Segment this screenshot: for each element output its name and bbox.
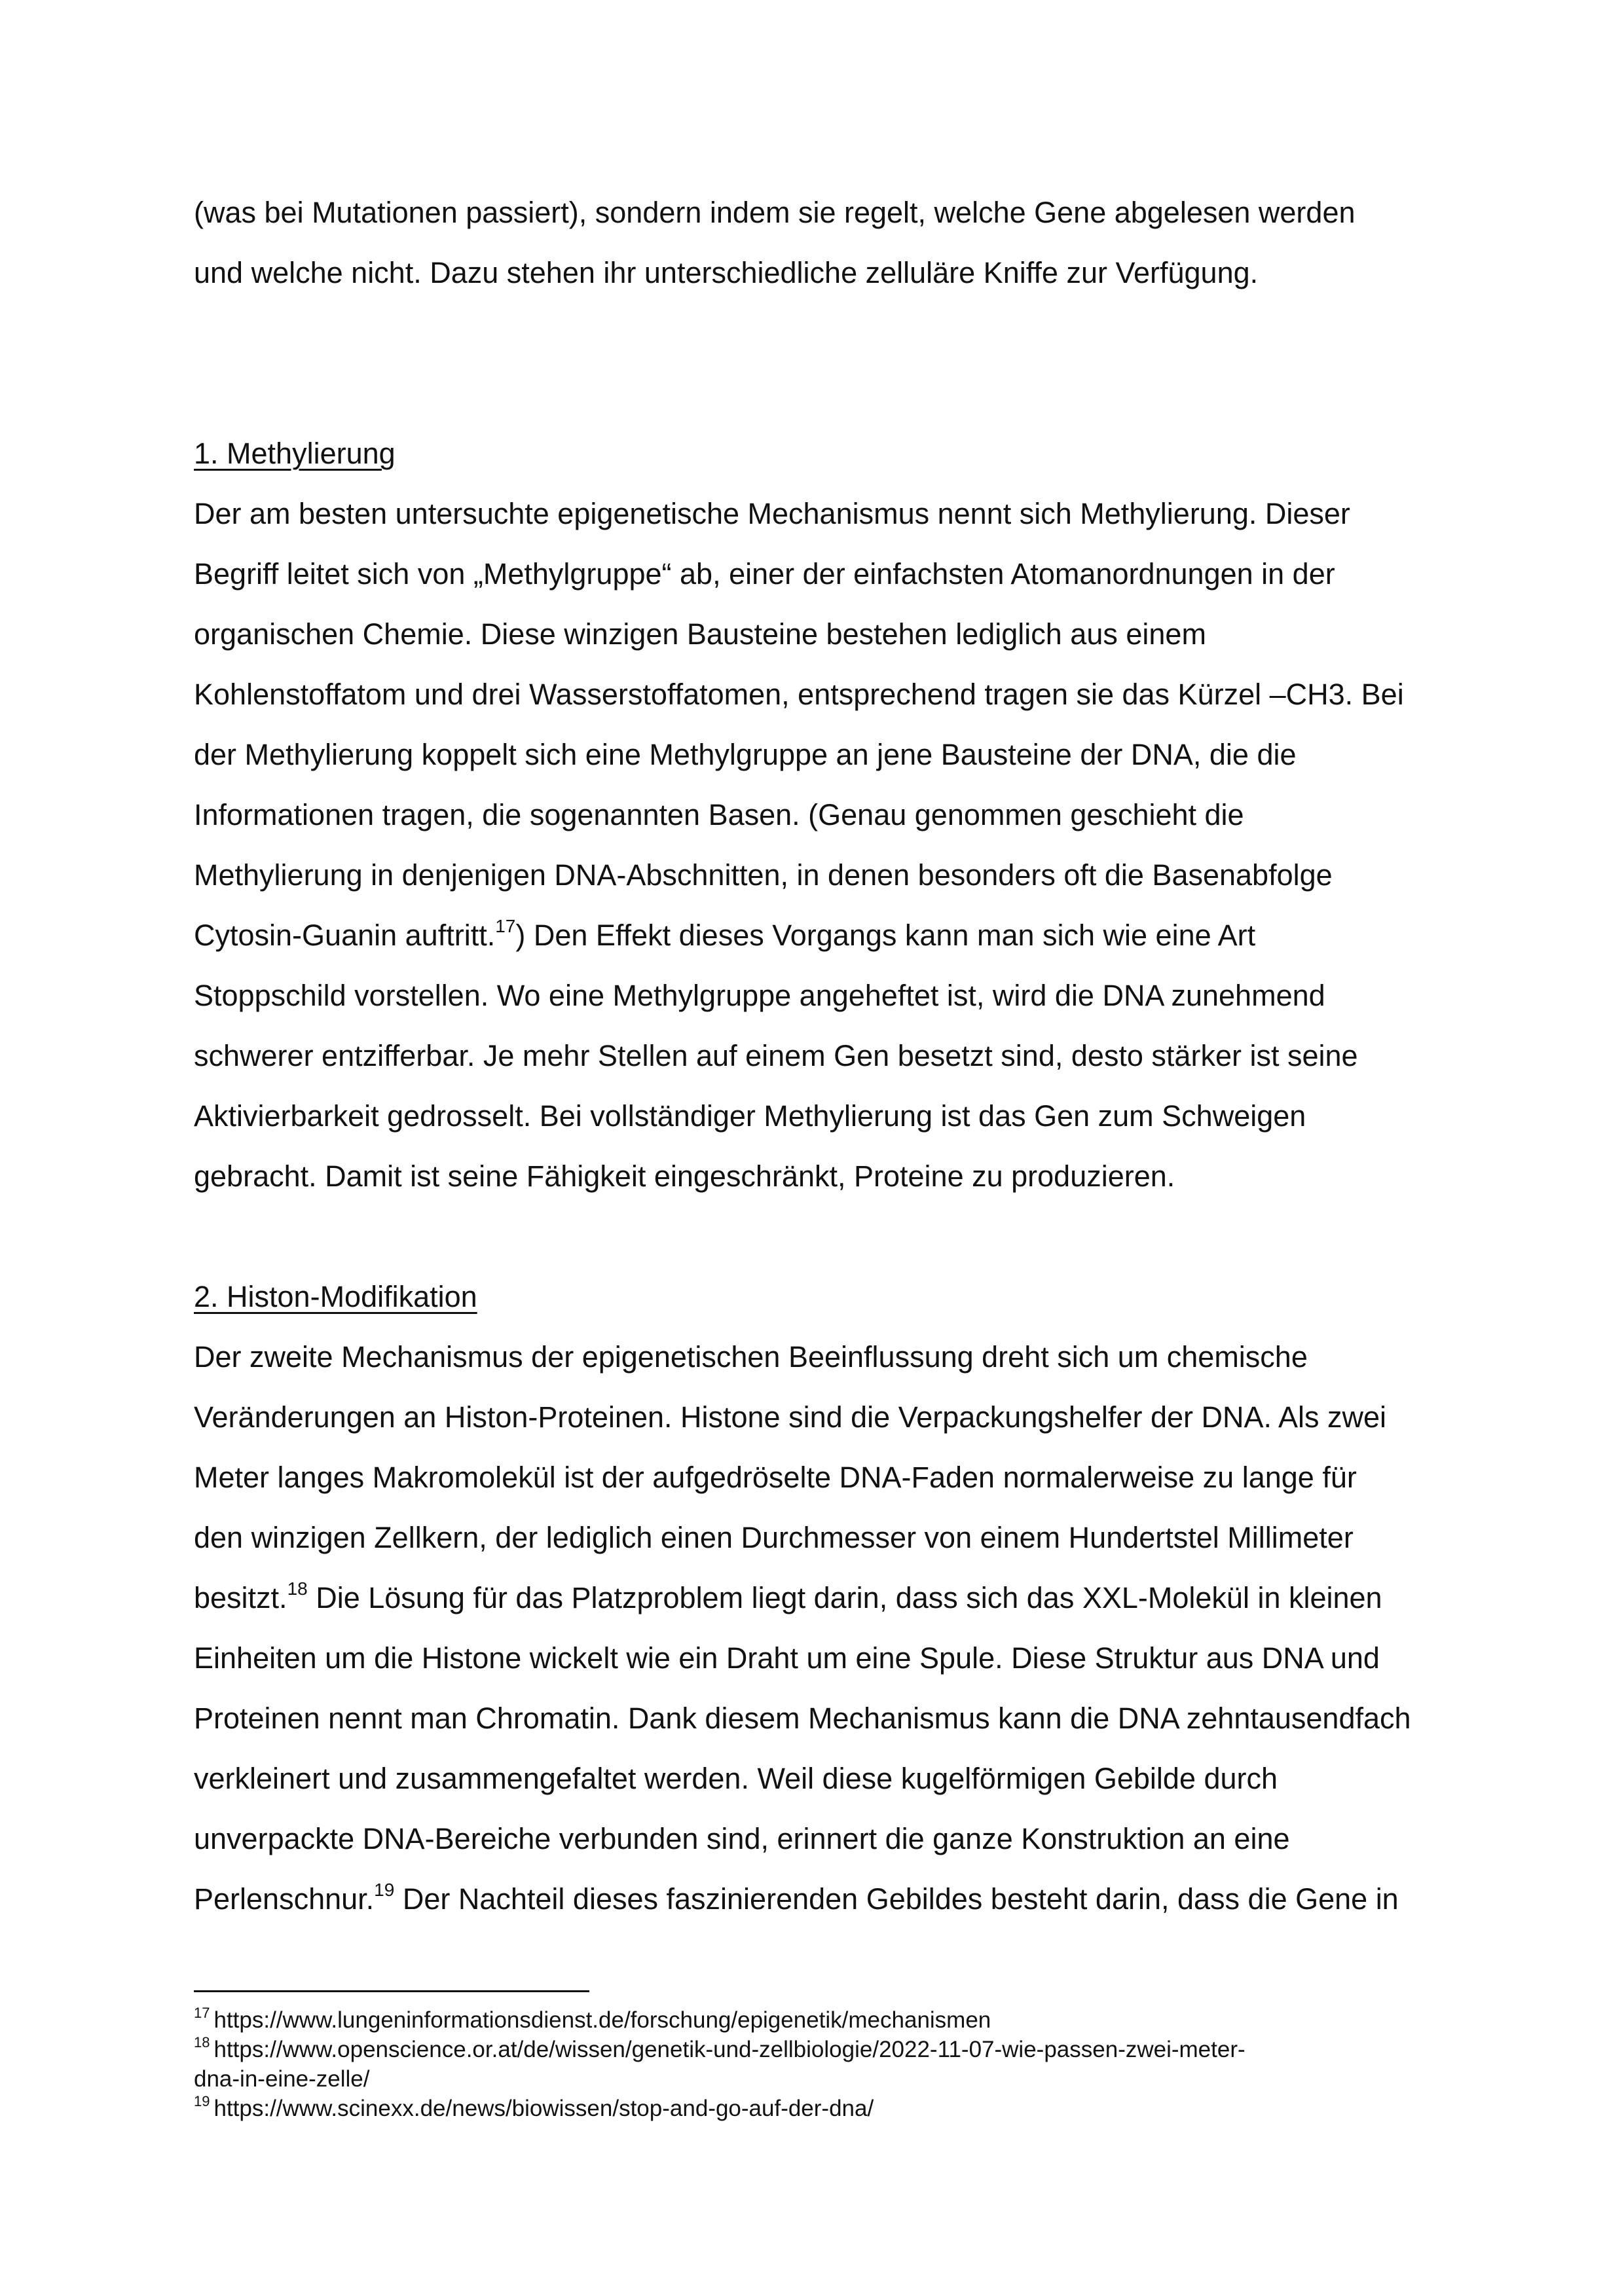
text-line: verkleinert und zusammengefaltet werden. Weil diese kugelförmigen Gebilde durch <box>194 1762 1278 1795</box>
text-line: Kohlenstoffatom und drei Wasserstoffatomen, entsprechend tragen sie das Kürzel –CH3. Bei <box>194 678 1404 711</box>
text-line: gebracht. Damit ist seine Fähigkeit eingeschränkt, Proteine zu produzieren. <box>194 1159 1175 1193</box>
text-line: Der zweite Mechanismus der epigenetischen Beeinflussung dreht sich um chemische <box>194 1340 1308 1374</box>
text-fragment: besitzt. <box>194 1581 287 1614</box>
footnote-link[interactable]: https://www.lungeninformationsdienst.de/forschung/epigenetik/mechanismen <box>213 2007 991 2033</box>
histon-paragraph <box>194 1327 1477 1929</box>
footnote-link[interactable]: https://www.scinexx.de/news/biowissen/stop-and-go-auf-der-dna/ <box>213 2096 874 2121</box>
text-line: und welche nicht. Dazu stehen ihr unterschiedliche zelluläre Kniffe zur Verfügung. <box>194 256 1259 289</box>
text-line: Proteinen nennt man Chromatin. Dank diesem Mechanismus kann die DNA zehntausendfach <box>194 1702 1411 1735</box>
footnote-18-continued <box>194 2064 1477 2094</box>
text-line: Informationen tragen, die sogenannten Basen. (Genau genommen geschieht die <box>194 798 1244 831</box>
footnote-link[interactable]: dna-in-eine-zelle/ <box>194 2066 370 2092</box>
text-line: den winzigen Zellkern, der lediglich einen Durchmesser von einem Hundertstel Millimeter <box>194 1521 1354 1554</box>
text-line: Einheiten um die Histone wickelt wie ein Draht um eine Spule. Diese Struktur aus DNA und <box>194 1641 1380 1675</box>
text-line: schwerer entzifferbar. Je mehr Stellen auf einem Gen besetzt sind, desto stärker ist seine <box>194 1039 1358 1072</box>
footnote-19 <box>194 2094 1477 2123</box>
section-heading-histon-modifikation: 2. Histon-Modifikation <box>194 1280 477 1313</box>
footnote-separator <box>194 1990 589 1992</box>
footnote-18 <box>194 2035 1477 2064</box>
text-line: Methylierung in denjenigen DNA-Abschnitten, in denen besonders oft die Basenabfolge <box>194 858 1333 892</box>
footnote-mark: 17 <box>194 2005 210 2022</box>
text-fragment: Der Nachteil dieses faszinierenden Gebildes besteht darin, dass die Gene in <box>394 1882 1399 1916</box>
intro-paragraph <box>194 183 1477 303</box>
text-line: Stoppschild vorstellen. Wo eine Methylgruppe angeheftet ist, wird die DNA zunehmend <box>194 979 1325 1012</box>
text-fragment: ) Den Effekt dieses Vorgangs kann man sich wie eine Art <box>515 919 1256 952</box>
text-fragment: Cytosin-Guanin auftritt. <box>194 919 496 952</box>
text-fragment: Die Lösung für das Platzproblem liegt darin, dass sich das XXL-Molekül in kleinen <box>307 1581 1382 1614</box>
footnote-ref-18[interactable]: 18 <box>287 1578 308 1599</box>
text-line: Der am besten untersuchte epigenetische Mechanismus nennt sich Methylierung. Dieser <box>194 497 1350 530</box>
text-line <box>194 1568 1477 1628</box>
section-heading-methylierung: 1. Methylierung <box>194 437 396 470</box>
footnote-link[interactable]: https://www.openscience.or.at/de/wissen/genetik-und-zellbiologie/2022-11-07-wie-passen-zwei-meter- <box>213 2037 1246 2062</box>
text-fragment: Perlenschnur. <box>194 1882 375 1916</box>
footnote-mark: 18 <box>194 2034 210 2051</box>
text-line: Begriff leitet sich von „Methylgruppe“ ab, einer der einfachsten Atomanordnungen in der <box>194 557 1335 591</box>
text-line: organischen Chemie. Diese winzigen Bausteine bestehen lediglich aus einem <box>194 617 1206 651</box>
text-line <box>194 1869 1477 1929</box>
footnotes <box>194 2005 1477 2123</box>
methylierung-paragraph <box>194 484 1477 1207</box>
text-line: Veränderungen an Histon-Proteinen. Histone sind die Verpackungshelfer der DNA. Als zwei <box>194 1400 1387 1434</box>
footnote-ref-19[interactable]: 19 <box>374 1880 395 1900</box>
text-line: unverpackte DNA-Bereiche verbunden sind, erinnert die ganze Konstruktion an eine <box>194 1822 1290 1855</box>
text-line: Aktivierbarkeit gedrosselt. Bei vollständiger Methylierung ist das Gen zum Schweigen <box>194 1099 1306 1133</box>
text-line: Meter langes Makromolekül ist der aufgedröselte DNA-Faden normalerweise zu lange für <box>194 1461 1357 1494</box>
text-line: der Methylierung koppelt sich eine Methylgruppe an jene Bausteine der DNA, die die <box>194 738 1297 771</box>
footnote-ref-17[interactable]: 17 <box>495 916 516 936</box>
text-line: (was bei Mutationen passiert), sondern indem sie regelt, welche Gene abgelesen werden <box>194 196 1356 229</box>
footnote-mark: 19 <box>194 2093 210 2110</box>
footnote-17 <box>194 2005 1477 2035</box>
text-line <box>194 905 1477 966</box>
